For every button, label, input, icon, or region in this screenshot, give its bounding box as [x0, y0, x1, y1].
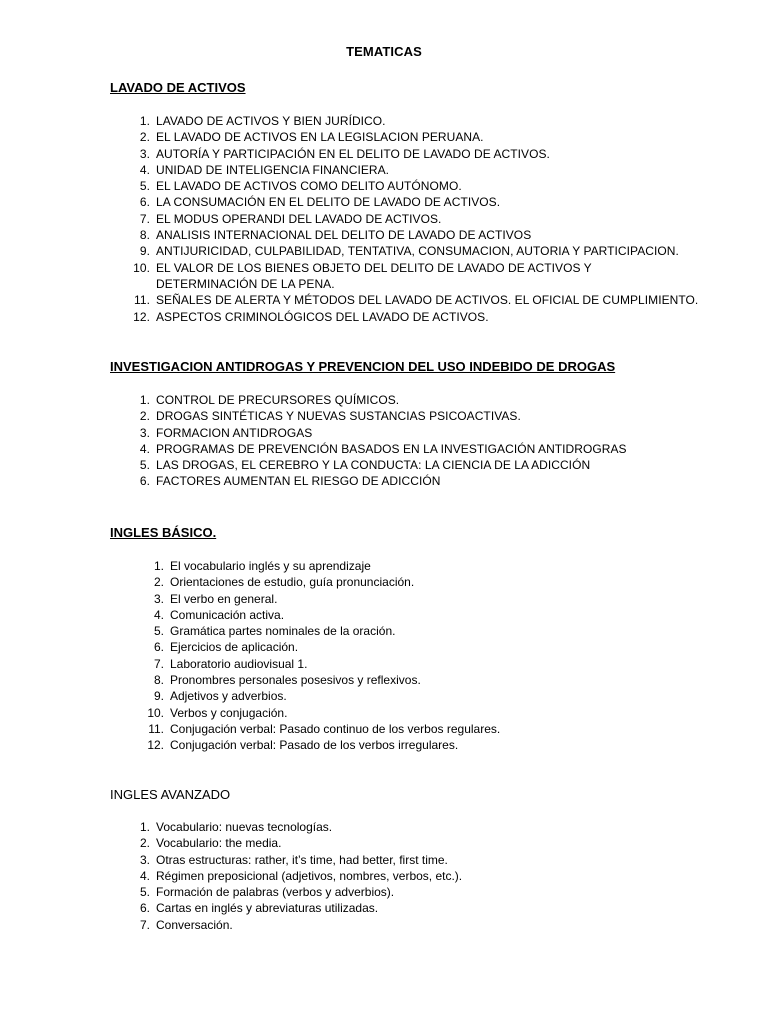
list-item — [139, 835, 462, 851]
list-item — [139, 425, 627, 441]
list-lavado-de-activos — [133, 113, 699, 325]
item-number: 2. — [139, 409, 150, 424]
list-item — [139, 884, 462, 900]
item-text: Cartas en inglés y abreviaturas utilizadas. — [156, 901, 379, 916]
item-text: Vocabulario: nuevas tecnologías. — [156, 820, 333, 834]
item-text: Formación de palabras (verbos y adverbios). — [156, 885, 395, 900]
item-text: ANALISIS INTERNACIONAL DEL DELITO DE LAVADO DE ACTIVOS — [156, 228, 532, 243]
item-text: Pronombres personales posesivos y reflexivos. — [170, 673, 421, 688]
item-text: ASPECTOS CRIMINOLÓGICOS DEL LAVADO DE ACTIVOS. — [156, 309, 489, 324]
list-item — [139, 441, 627, 457]
item-number: 7. — [139, 917, 150, 932]
item-number: 3. — [153, 591, 164, 606]
item-number: 5. — [139, 179, 150, 194]
item-number: 12. — [147, 738, 164, 753]
list-item — [139, 194, 698, 210]
item-number: 1. — [139, 114, 150, 128]
item-text: UNIDAD DE INTELIGENCIA FINANCIERA. — [156, 162, 390, 177]
item-text: Conversación. — [156, 917, 233, 932]
item-number: 5. — [153, 624, 164, 639]
list-item — [139, 457, 627, 473]
item-number: 7. — [153, 656, 164, 671]
item-number: 2. — [139, 130, 150, 145]
item-text: EL LAVADO DE ACTIVOS EN LA LEGISLACION PERUANA. — [156, 130, 484, 145]
item-number: 3. — [139, 146, 150, 161]
item-number: 1. — [139, 820, 150, 834]
list-item — [153, 672, 500, 688]
item-text: EL VALOR DE LOS BIENES OBJETO DEL DELITO DE LAVADO DE ACTIVOS Y DETERMINACIÓN DE LA PENA. — [156, 260, 592, 291]
item-text: Orientaciones de estudio, guía pronunciación. — [170, 575, 415, 590]
item-number: 1. — [139, 393, 150, 407]
item-text: Laboratorio audiovisual 1. — [170, 656, 308, 671]
list-item — [139, 900, 462, 916]
item-text: LAS DROGAS, EL CEREBRO Y LA CONDUCTA: LA CIENCIA DE LA ADICCIÓN — [156, 458, 591, 473]
item-number: 4. — [139, 441, 150, 456]
list-item — [153, 591, 500, 607]
list-item — [153, 656, 500, 672]
item-number: 3. — [139, 425, 150, 440]
item-text: Ejercicios de aplicación. — [170, 640, 299, 655]
list-item — [139, 819, 462, 835]
item-text: El verbo en general. — [170, 591, 278, 606]
item-number: 11. — [134, 293, 150, 308]
section-heading-investigacion-antidrogas: INVESTIGACION ANTIDROGAS Y PREVENCION DEL USO INDEBIDO DE DROGAS — [110, 359, 616, 374]
item-text: EL MODUS OPERANDI DEL LAVADO DE ACTIVOS. — [156, 211, 442, 226]
item-text: FACTORES AUMENTAN EL RIESGO DE ADICCIÓN — [156, 474, 441, 489]
list-item — [153, 574, 500, 590]
item-text: Conjugación verbal: Pasado continuo de los verbos regulares. — [170, 721, 501, 736]
item-number: 3. — [139, 852, 150, 867]
item-number: 8. — [153, 673, 164, 688]
item-number: 5. — [139, 458, 150, 473]
section-heading-ingles-basico: INGLES BÁSICO. — [110, 525, 217, 540]
item-number: 11. — [148, 721, 164, 736]
list-item — [139, 852, 462, 868]
item-text: Otras estructuras: rather, it’s time, had better, first time. — [156, 852, 448, 867]
item-text: ANTIJURICIDAD, CULPABILIDAD, TENTATIVA, CONSUMACION, AUTORIA Y PARTICIPACION. — [156, 244, 679, 259]
list-item — [139, 146, 698, 162]
list-item — [133, 260, 696, 293]
list-item — [139, 917, 462, 933]
list-item — [139, 113, 698, 129]
item-number: 9. — [153, 689, 164, 704]
list-investigacion-antidrogas — [139, 392, 627, 490]
item-text: Adjetivos y adverbios. — [170, 689, 287, 704]
document-title: TEMATICAS — [346, 44, 422, 59]
item-text: Vocabulario: the media. — [156, 836, 282, 851]
item-number: 6. — [139, 901, 150, 916]
list-item — [139, 178, 698, 194]
list-item — [148, 721, 501, 737]
item-text: FORMACION ANTIDROGAS — [156, 425, 313, 440]
item-text: SEÑALES DE ALERTA Y MÉTODOS DEL LAVADO DE ACTIVOS. EL OFICIAL DE CUMPLIMIENTO. — [156, 293, 699, 308]
item-text: PROGRAMAS DE PREVENCIÓN BASADOS EN LA INVESTIGACIÓN ANTIDROGRAS — [156, 441, 627, 456]
item-text: Verbos y conjugación. — [170, 705, 288, 720]
item-number: 4. — [153, 607, 164, 622]
list-item — [153, 558, 500, 574]
item-text: Comunicación activa. — [170, 607, 285, 622]
item-number: 2. — [139, 836, 150, 851]
item-number: 6. — [153, 640, 164, 655]
item-text: Conjugación verbal: Pasado de los verbos irregulares. — [170, 738, 459, 753]
item-number: 2. — [153, 575, 164, 590]
item-number: 10. — [133, 260, 150, 275]
item-text: DROGAS SINTÉTICAS Y NUEVAS SUSTANCIAS PSICOACTIVAS. — [156, 409, 521, 424]
item-number: 5. — [139, 885, 150, 900]
item-number: 7. — [139, 211, 150, 226]
item-text: CONTROL DE PRECURSORES QUÍMICOS. — [156, 393, 400, 407]
list-item — [134, 292, 699, 308]
section-heading-lavado-de-activos: LAVADO DE ACTIVOS — [110, 80, 246, 95]
list-item — [153, 688, 500, 704]
item-number: 6. — [139, 474, 150, 489]
item-number: 9. — [139, 244, 150, 259]
list-item — [139, 227, 698, 243]
item-text: LAVADO DE ACTIVOS Y BIEN JURÍDICO. — [156, 114, 386, 128]
item-text: Gramática partes nominales de la oración. — [170, 624, 396, 639]
item-number: 6. — [139, 195, 150, 210]
section-heading-ingles-avanzado: INGLES AVANZADO — [110, 787, 231, 802]
list-item — [147, 705, 500, 721]
item-number: 8. — [139, 228, 150, 243]
list-item — [139, 243, 698, 259]
list-item — [139, 392, 627, 408]
list-item — [133, 309, 698, 325]
item-number: 4. — [139, 162, 150, 177]
item-text: El vocabulario inglés y su aprendizaje — [170, 559, 371, 573]
list-item — [139, 868, 463, 884]
list-item — [139, 162, 698, 178]
list-item — [139, 129, 698, 145]
item-number: 10. — [147, 705, 164, 720]
list-ingles-basico — [147, 558, 501, 754]
item-text: AUTORÍA Y PARTICIPACIÓN EN EL DELITO DE LAVADO DE ACTIVOS. — [156, 146, 550, 161]
list-item — [153, 607, 500, 623]
item-text: EL LAVADO DE ACTIVOS COMO DELITO AUTÓNOMO. — [156, 179, 462, 194]
item-text: LA CONSUMACIÓN EN EL DELITO DE LAVADO DE ACTIVOS. — [156, 195, 501, 210]
list-ingles-avanzado — [139, 819, 463, 933]
item-number: 4. — [139, 868, 150, 883]
list-item — [153, 639, 500, 655]
item-number: 1. — [153, 559, 164, 573]
list-item — [139, 408, 627, 424]
item-number: 12. — [133, 309, 150, 324]
list-item — [147, 737, 500, 753]
list-item — [139, 473, 627, 489]
item-text: Régimen preposicional (adjetivos, nombres, verbos, etc.). — [156, 868, 463, 883]
list-item — [153, 623, 500, 639]
list-item — [139, 211, 698, 227]
